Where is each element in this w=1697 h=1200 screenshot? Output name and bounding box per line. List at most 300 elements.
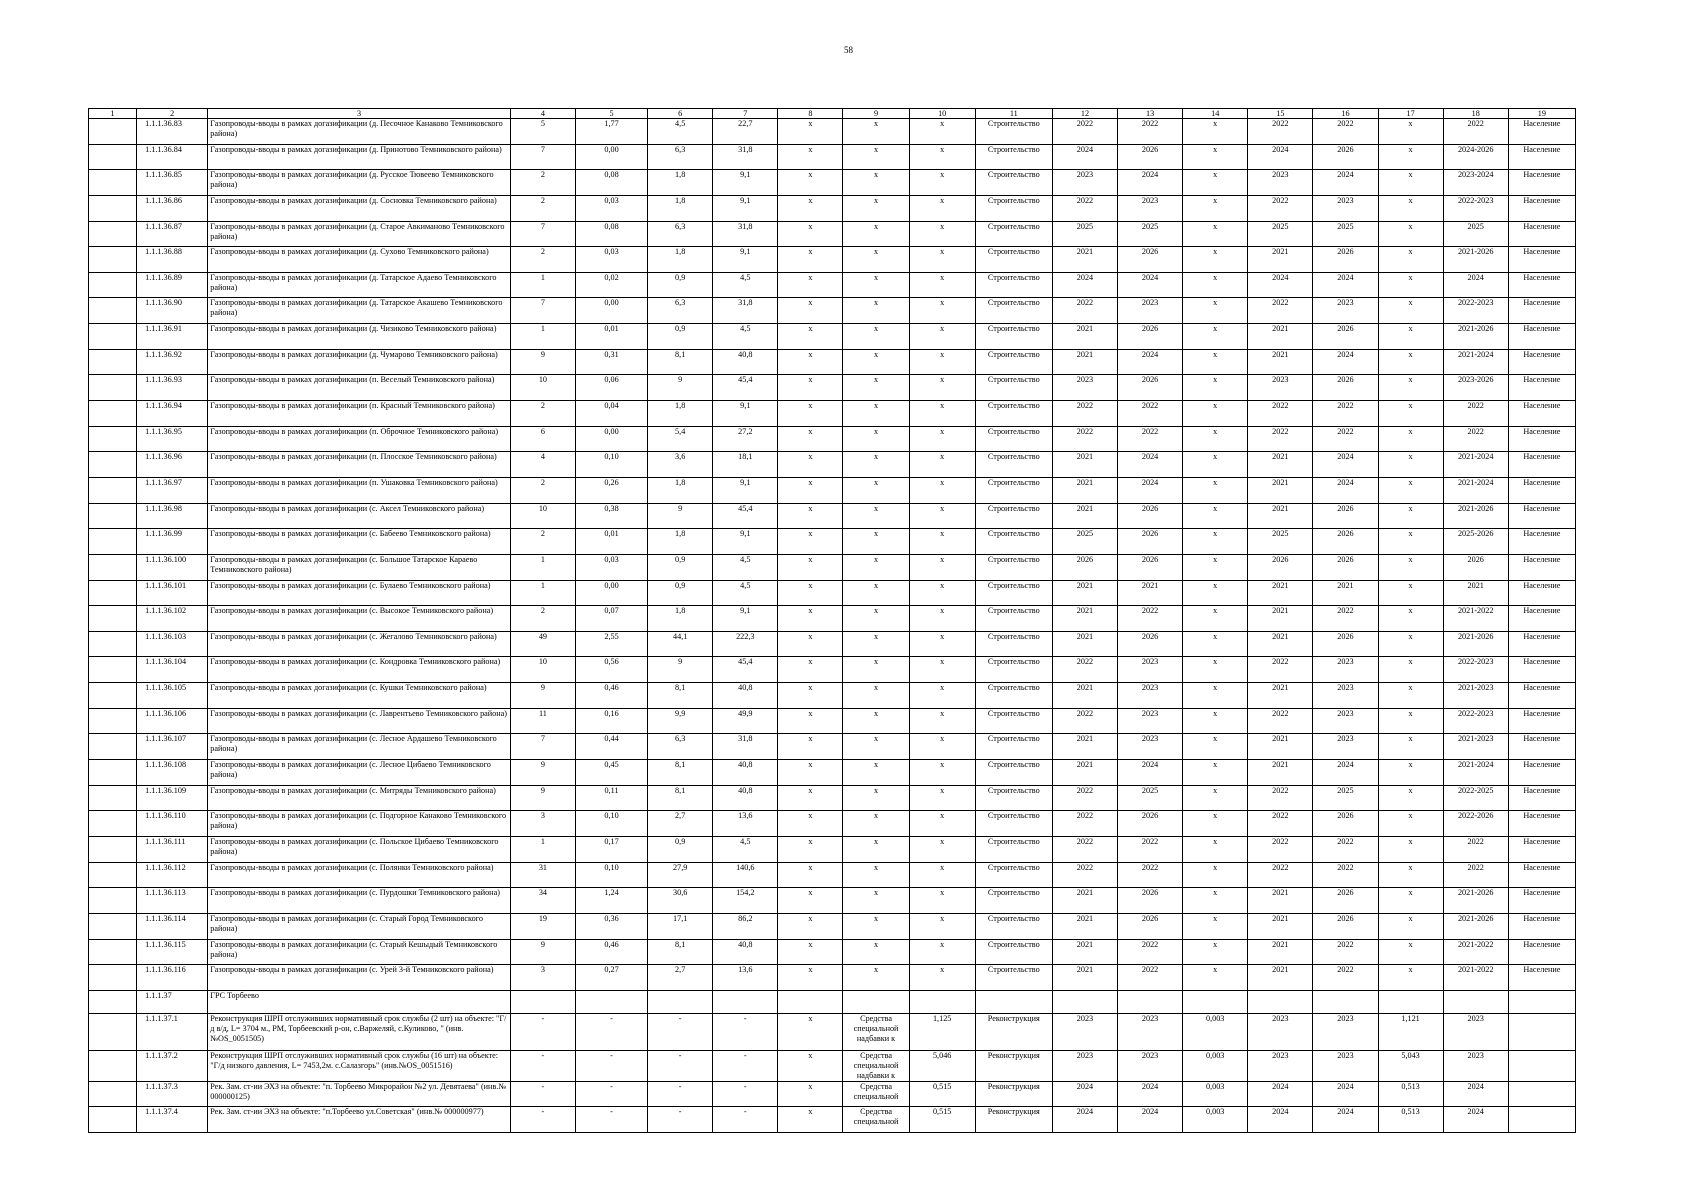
table-cell: 0,00	[575, 426, 647, 452]
table-cell: 11	[510, 708, 575, 734]
table-cell: 9,1	[713, 477, 778, 503]
table-cell: 2022	[1248, 708, 1313, 734]
table-cell: 2022	[1118, 862, 1183, 888]
table-cell: 2026	[1313, 324, 1378, 350]
table-row	[89, 657, 1576, 683]
table-cell: х	[1183, 811, 1248, 837]
table-cell: Население	[1508, 349, 1575, 375]
table-cell	[89, 272, 137, 298]
table-cell: 40,8	[713, 760, 778, 786]
page-number: 58	[844, 45, 853, 55]
table-cell: 2023	[1118, 708, 1183, 734]
table-cell: 2021	[1248, 965, 1313, 991]
table-row	[89, 503, 1576, 529]
table-cell: 2021-2022	[1443, 606, 1508, 632]
table-row	[89, 324, 1576, 350]
table-cell: 0,10	[575, 452, 647, 478]
table-cell	[89, 1107, 137, 1133]
table-cell: -	[510, 1081, 575, 1107]
table-cell: 2022	[1248, 657, 1313, 683]
table-cell: х	[843, 452, 909, 478]
table-cell: Строительство	[975, 785, 1052, 811]
table-cell: 2026	[1118, 247, 1183, 273]
table-cell: 6,3	[648, 734, 713, 760]
table-cell	[89, 785, 137, 811]
table-cell: 2026	[1313, 503, 1378, 529]
table-cell: 2024	[1118, 477, 1183, 503]
table-row	[89, 170, 1576, 196]
table-cell: х	[843, 862, 909, 888]
table-cell: 2021	[1248, 580, 1313, 606]
table-cell: 2023	[1248, 1013, 1313, 1050]
table-cell: Строительство	[975, 862, 1052, 888]
table-cell: х	[909, 247, 975, 273]
table-cell: -	[575, 1081, 647, 1107]
table-cell: 2024	[1118, 452, 1183, 478]
table-cell: х	[1378, 375, 1443, 401]
table-cell: Реконструкция	[975, 1050, 1052, 1081]
table-cell: 2024	[1443, 272, 1508, 298]
table-cell: х	[1378, 965, 1443, 991]
table-cell: х	[909, 760, 975, 786]
table-cell: х	[778, 452, 843, 478]
table-cell: 2021	[1052, 503, 1117, 529]
table-cell: х	[909, 349, 975, 375]
table-cell	[713, 990, 778, 1013]
table-cell: 2023	[1313, 1013, 1378, 1050]
table-cell: х	[778, 580, 843, 606]
table-cell: 31,8	[713, 144, 778, 170]
table-cell: 2024	[1313, 477, 1378, 503]
table-cell: х	[778, 1081, 843, 1107]
table-cell: 2,7	[648, 811, 713, 837]
table-cell: 40,8	[713, 349, 778, 375]
table-cell: -	[575, 1107, 647, 1133]
table-cell: 0,003	[1183, 1081, 1248, 1107]
table-row	[89, 606, 1576, 632]
table-cell: 2026	[1313, 375, 1378, 401]
table-cell: х	[909, 734, 975, 760]
table-cell: х	[909, 708, 975, 734]
table-cell: х	[778, 631, 843, 657]
table-cell: х	[909, 554, 975, 580]
table-cell: 2021-2026	[1443, 631, 1508, 657]
table-row	[89, 913, 1576, 939]
item-name-cell: Газопроводы-вводы в рамках догазификации (д. Сосновка Темниковского района)	[208, 195, 511, 221]
table-cell: 1,8	[648, 529, 713, 555]
item-name-cell: Газопроводы-вводы в рамках догазификации (д. Чизиково Темниковского района)	[208, 324, 511, 350]
item-name-cell: ГРС Торбеево	[208, 990, 511, 1013]
table-cell: х	[778, 375, 843, 401]
table-cell: 4	[510, 452, 575, 478]
table-cell: 2021	[1052, 452, 1117, 478]
table-cell: х	[1378, 606, 1443, 632]
table-cell: х	[843, 708, 909, 734]
table-cell: 2022	[1443, 836, 1508, 862]
table-cell: 140,6	[713, 862, 778, 888]
table-cell: 9	[648, 503, 713, 529]
item-name-cell: Газопроводы-вводы в рамках догазификации (с. Полянки Темниковского района)	[208, 862, 511, 888]
item-code-cell: 1.1.1.36.107	[137, 734, 208, 760]
table-cell: Строительство	[975, 477, 1052, 503]
table-cell: 45,4	[713, 375, 778, 401]
table-cell: 4,5	[713, 580, 778, 606]
table-cell: 2022	[1118, 426, 1183, 452]
item-code-cell: 1.1.1.36.103	[137, 631, 208, 657]
table-cell: х	[1183, 580, 1248, 606]
table-cell: Население	[1508, 529, 1575, 555]
table-cell: 0,11	[575, 785, 647, 811]
column-number-header: 19	[1508, 109, 1575, 119]
table-cell: х	[778, 888, 843, 914]
table-cell: Население	[1508, 119, 1575, 145]
table-cell: 2021	[1443, 580, 1508, 606]
table-cell: 6,3	[648, 298, 713, 324]
table-cell: 2021	[1248, 452, 1313, 478]
table-cell	[89, 452, 137, 478]
table-cell: х	[1183, 631, 1248, 657]
table-cell: 2024	[1313, 272, 1378, 298]
table-cell	[909, 990, 975, 1013]
table-cell: 1,8	[648, 401, 713, 427]
table-cell: Население	[1508, 708, 1575, 734]
table-cell: х	[843, 349, 909, 375]
table-cell: 0,04	[575, 401, 647, 427]
table-cell: 2025	[1118, 785, 1183, 811]
table-cell	[648, 990, 713, 1013]
table-cell: х	[909, 657, 975, 683]
table-cell: 1	[510, 272, 575, 298]
table-cell: х	[843, 529, 909, 555]
table-row	[89, 426, 1576, 452]
table-cell: 0,003	[1183, 1013, 1248, 1050]
table-cell: 2021	[1248, 606, 1313, 632]
item-code-cell: 1.1.1.36.110	[137, 811, 208, 837]
table-cell: х	[909, 529, 975, 555]
table-cell: Строительство	[975, 760, 1052, 786]
table-cell: х	[1183, 554, 1248, 580]
table-cell: 2021	[1052, 965, 1117, 991]
table-cell: х	[778, 811, 843, 837]
table-cell	[1508, 990, 1575, 1013]
table-row	[89, 247, 1576, 273]
table-cell: 5,4	[648, 426, 713, 452]
item-name-cell: Газопроводы-вводы в рамках догазификации (с. Булаево Темниковского района)	[208, 580, 511, 606]
table-cell: 2022	[1443, 119, 1508, 145]
table-cell: 2	[510, 401, 575, 427]
table-cell: х	[1378, 221, 1443, 247]
column-number-row	[89, 109, 1576, 119]
item-code-cell: 1.1.1.36.115	[137, 939, 208, 965]
item-name-cell: Газопроводы-вводы в рамках догазификации (д. Принотово Темниковского района)	[208, 144, 511, 170]
table-cell: 2025	[1118, 221, 1183, 247]
table-cell: 0,9	[648, 272, 713, 298]
table-cell: 0,03	[575, 195, 647, 221]
table-cell: 2026	[1313, 529, 1378, 555]
table-cell: х	[843, 324, 909, 350]
table-cell: х	[1183, 401, 1248, 427]
table-cell: 2023	[1248, 1050, 1313, 1081]
table-cell: 10	[510, 657, 575, 683]
table-cell: -	[648, 1013, 713, 1050]
table-cell: 0,00	[575, 298, 647, 324]
table-cell: 40,8	[713, 683, 778, 709]
table-cell: 6	[510, 426, 575, 452]
table-cell: Строительство	[975, 324, 1052, 350]
table-cell: 2021-2026	[1443, 247, 1508, 273]
table-cell: 0,9	[648, 580, 713, 606]
table-cell: -	[648, 1107, 713, 1133]
table-cell: 4,5	[648, 119, 713, 145]
table-cell: х	[909, 272, 975, 298]
table-cell: 2022	[1118, 939, 1183, 965]
table-cell: 3	[510, 811, 575, 837]
item-name-cell: Реконструкция ШРП отслуживших нормативный срок службы (2 шт) на объекте: "Г/д в/д, L= 3704 м., РМ, Торбеевский р-он, с.Варжеляй, с.Куликово, " (инв.№OS_0051505)	[208, 1013, 511, 1050]
table-cell: 2023	[1118, 1013, 1183, 1050]
item-code-cell: 1.1.1.36.96	[137, 452, 208, 478]
table-cell	[1508, 1013, 1575, 1050]
table-cell: -	[713, 1050, 778, 1081]
table-cell: 0,36	[575, 913, 647, 939]
table-cell: 0,10	[575, 811, 647, 837]
table-cell: х	[843, 119, 909, 145]
table-row	[89, 888, 1576, 914]
item-code-cell: 1.1.1.36.84	[137, 144, 208, 170]
table-cell: х	[1183, 888, 1248, 914]
table-cell: 2021	[1052, 683, 1117, 709]
table-cell: 30,6	[648, 888, 713, 914]
item-code-cell: 1.1.1.36.83	[137, 119, 208, 145]
table-cell	[89, 1050, 137, 1081]
table-cell: х	[1378, 760, 1443, 786]
table-cell: 2025	[1052, 221, 1117, 247]
table-cell: 2022	[1052, 195, 1117, 221]
table-cell: х	[1378, 811, 1443, 837]
table-cell: 2,7	[648, 965, 713, 991]
table-cell: 2021	[1052, 913, 1117, 939]
table-cell: Реконструкция	[975, 1081, 1052, 1107]
table-cell	[1508, 1107, 1575, 1133]
table-cell: Строительство	[975, 401, 1052, 427]
table-cell: 2025	[1052, 529, 1117, 555]
table-cell: Строительство	[975, 708, 1052, 734]
table-cell: 154,2	[713, 888, 778, 914]
table-cell: 0,56	[575, 657, 647, 683]
table-cell: 0,45	[575, 760, 647, 786]
table-cell: х	[1378, 298, 1443, 324]
table-cell: 2023	[1443, 1013, 1508, 1050]
table-cell: х	[1183, 170, 1248, 196]
table-cell: х	[778, 477, 843, 503]
table-cell: 2021	[1248, 939, 1313, 965]
table-cell: х	[909, 683, 975, 709]
table-cell: Строительство	[975, 298, 1052, 324]
table-cell: Население	[1508, 452, 1575, 478]
table-cell: 2023	[1313, 708, 1378, 734]
table-cell: 2023	[1313, 195, 1378, 221]
table-cell: 2024	[1118, 349, 1183, 375]
table-row	[89, 939, 1576, 965]
item-name-cell: Газопроводы-вводы в рамках догазификации (д. Сухово Темниковского района)	[208, 247, 511, 273]
item-name-cell: Газопроводы-вводы в рамках догазификации (с. Старый Город Темниковского района)	[208, 913, 511, 939]
table-cell: 2021-2026	[1443, 503, 1508, 529]
table-cell: 2024	[1313, 1107, 1378, 1133]
item-code-cell: 1.1.1.36.87	[137, 221, 208, 247]
table-cell	[89, 990, 137, 1013]
table-cell: х	[1183, 503, 1248, 529]
table-cell: 2024	[1313, 760, 1378, 786]
table-cell: х	[778, 657, 843, 683]
table-cell: 0,01	[575, 529, 647, 555]
table-cell: 44,1	[648, 631, 713, 657]
table-cell	[89, 247, 137, 273]
table-cell: х	[778, 221, 843, 247]
table-cell: х	[778, 1013, 843, 1050]
item-name-cell: Газопроводы-вводы в рамках догазификации (д. Старое Авкиманово Темниковского района)	[208, 221, 511, 247]
column-number-header: 3	[208, 109, 511, 119]
table-cell	[1508, 1050, 1575, 1081]
table-cell	[89, 554, 137, 580]
table-cell: х	[778, 119, 843, 145]
table-cell: х	[843, 760, 909, 786]
table-cell: 2025	[1248, 529, 1313, 555]
table-cell	[89, 349, 137, 375]
table-cell: 2023	[1052, 375, 1117, 401]
table-cell: 2021-2026	[1443, 913, 1508, 939]
table-cell: Строительство	[975, 734, 1052, 760]
table-cell: 2021	[1052, 760, 1117, 786]
table-cell: 49	[510, 631, 575, 657]
table-cell: 2	[510, 195, 575, 221]
table-cell: х	[909, 170, 975, 196]
table-cell: 2023	[1052, 170, 1117, 196]
table-cell: 9,1	[713, 195, 778, 221]
table-cell: 0,003	[1183, 1107, 1248, 1133]
table-cell: х	[778, 144, 843, 170]
table-row	[89, 477, 1576, 503]
table-cell: х	[909, 631, 975, 657]
table-cell: х	[843, 836, 909, 862]
table-cell: Строительство	[975, 913, 1052, 939]
table-cell: 9,1	[713, 247, 778, 273]
table-cell: х	[778, 247, 843, 273]
table-cell: -	[713, 1013, 778, 1050]
table-cell: 0,00	[575, 144, 647, 170]
table-cell: 2021	[1248, 349, 1313, 375]
table-cell: -	[510, 1013, 575, 1050]
table-cell: -	[510, 1107, 575, 1133]
table-cell: Население	[1508, 734, 1575, 760]
table-cell: 4,5	[713, 554, 778, 580]
table-cell: 2026	[1118, 811, 1183, 837]
table-cell: 2023	[1248, 375, 1313, 401]
table-cell: х	[909, 401, 975, 427]
table-cell: х	[843, 503, 909, 529]
item-code-cell: 1.1.1.36.99	[137, 529, 208, 555]
table-row	[89, 375, 1576, 401]
table-cell: Население	[1508, 631, 1575, 657]
item-name-cell: Газопроводы-вводы в рамках догазификации (п. Ушаковка Темниковского района)	[208, 477, 511, 503]
table-cell: х	[909, 144, 975, 170]
table-row	[89, 683, 1576, 709]
table-cell: Население	[1508, 760, 1575, 786]
item-code-cell: 1.1.1.36.116	[137, 965, 208, 991]
table-cell: х	[1378, 913, 1443, 939]
table-cell	[89, 760, 137, 786]
table-cell: 2021	[1052, 324, 1117, 350]
column-number-header: 15	[1248, 109, 1313, 119]
table-cell: х	[778, 708, 843, 734]
table-cell	[89, 529, 137, 555]
table-cell: 2021-2024	[1443, 477, 1508, 503]
table-row	[89, 1081, 1576, 1107]
table-cell: 2022	[1052, 836, 1117, 862]
table-cell: 9	[510, 939, 575, 965]
table-cell: 2022	[1248, 811, 1313, 837]
table-cell	[778, 990, 843, 1013]
table-cell: 13,6	[713, 811, 778, 837]
table-cell: х	[1183, 375, 1248, 401]
item-code-cell: 1.1.1.36.114	[137, 913, 208, 939]
column-number-header: 7	[713, 109, 778, 119]
table-cell: х	[778, 913, 843, 939]
table-cell: 9,9	[648, 708, 713, 734]
table-cell: 0,27	[575, 965, 647, 991]
table-cell: х	[843, 631, 909, 657]
table-cell: х	[843, 734, 909, 760]
table-cell	[1118, 990, 1183, 1013]
column-number-header: 4	[510, 109, 575, 119]
column-number-header: 1	[89, 109, 137, 119]
table-cell: х	[1378, 247, 1443, 273]
table-cell: Строительство	[975, 529, 1052, 555]
table-cell: Население	[1508, 272, 1575, 298]
table-cell: Строительство	[975, 272, 1052, 298]
table-cell: 0,01	[575, 324, 647, 350]
item-code-cell: 1.1.1.36.88	[137, 247, 208, 273]
column-number-header: 2	[137, 109, 208, 119]
table-cell: 2024-2026	[1443, 144, 1508, 170]
table-cell: 2023	[1118, 1050, 1183, 1081]
table-row	[89, 811, 1576, 837]
table-cell: 2021	[1248, 324, 1313, 350]
table-cell: 8,1	[648, 939, 713, 965]
table-cell	[89, 144, 137, 170]
table-cell: 1,8	[648, 195, 713, 221]
table-cell: Строительство	[975, 580, 1052, 606]
item-code-cell: 1.1.1.36.98	[137, 503, 208, 529]
table-cell: 2021	[1248, 760, 1313, 786]
table-cell: 2021	[1052, 477, 1117, 503]
column-number-header: 10	[909, 109, 975, 119]
item-code-cell: 1.1.1.37.3	[137, 1081, 208, 1107]
column-number-header: 8	[778, 109, 843, 119]
table-cell: 1,24	[575, 888, 647, 914]
table-cell: Население	[1508, 606, 1575, 632]
table-cell	[89, 965, 137, 991]
table-cell: х	[778, 606, 843, 632]
table-cell	[575, 990, 647, 1013]
table-cell: 31,8	[713, 734, 778, 760]
table-cell	[89, 913, 137, 939]
table-cell: 2023	[1313, 298, 1378, 324]
table-cell: Население	[1508, 247, 1575, 273]
table-cell: х	[909, 477, 975, 503]
table-cell: Строительство	[975, 375, 1052, 401]
table-cell: 0,16	[575, 708, 647, 734]
table-cell: 2026	[1313, 631, 1378, 657]
table-cell: 0,08	[575, 170, 647, 196]
